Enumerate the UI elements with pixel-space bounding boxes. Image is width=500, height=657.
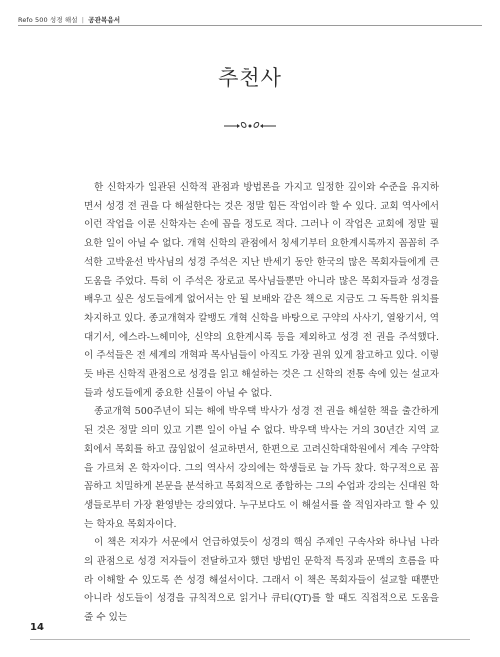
paragraph-2: 종교개혁 500주년이 되는 해에 박우택 박사가 성경 전 권을 해설한 책을 출간하게 된 것은 정말 의미 있고 기쁜 일이 아닐 수 없다. 박우택 박사는 거의 30년간 지역 교회에서 목회를 하고 끊임없이 설교하면서, 한편으로 고려신학대학원에서 계속 구약학을 가르쳐 온 학자이다. 그의 역사서 강의에는 학생들로 늘 가득 찼다. 학구적으로 꼼꼼하고 치밀하게 본문을 분석하고 목회적으로 종합하는 그의 수업과 강의는 신대원 학생들로부터 가장 환영받는 강의였다. 누구보다도 이 해설서를 쓸 적임자라고 할 수 있는 학자요 목회자이다. — [84, 406, 439, 530]
running-head-separator: | — [81, 16, 85, 24]
book-title: Refo 500 성경 해설 — [18, 16, 78, 24]
chapter-title: 추천사 — [218, 66, 282, 90]
page-number: 14 — [30, 622, 44, 633]
series-name: 공관복음서 — [88, 16, 121, 24]
header-rule — [18, 25, 482, 26]
decorative-flourish-icon — [0, 119, 500, 133]
footer-rule — [30, 639, 470, 640]
paragraph-3: 이 책은 저자가 서문에서 언급하였듯이 성경의 핵심 주제인 구속사와 하나님 나라의 관점으로 성경 저자들이 전달하고자 했던 방법인 문학적 특징과 문맥의 흐름을 따라 이해할 수 있도록 쓴 성경 해설서이다. 그래서 이 책은 목회자들이 설교할 때뿐만 아니라 성도들이 성경을 규칙적으로 읽거나 큐티(QT)를 할 때도 직접적으로 도움을 줄 수 있는 — [84, 537, 439, 624]
body-text — [84, 179, 439, 628]
paragraph-1: 한 신학자가 일관된 신학적 관점과 방법론을 가지고 일정한 깊이와 수준을 유지하면서 성경 전 권을 다 해설한다는 것은 정말 힘든 작업이라 할 수 있다. 교회 역사에서 이런 작업을 이룬 신학자는 손에 꼽을 정도로 적다. 그러나 이 작업은 교회에 정말 필요한 일이 아닐 수 없다. 개혁 신학의 관점에서 칭세기부터 요한계시록까지 꼼꼼히 주석한 고박윤선 박사님의 성경 주석은 지난 반세기 동안 한국의 많은 목회자들에게 큰 도움을 주었다. 특히 이 주석은 장로교 목사님들뿐만 아니라 많은 목회자들과 성경을 배우고 싶은 성도들에게 없어서는 안 될 보배와 같은 책으로 지금도 그 독특한 위치를 차지하고 있다. 종교개혁자 칼뱅도 개혁 신학을 바탕으로 구약의 사사기, 열왕기서, 역대기서, 에스라-느헤미야, 신약의 요한계시록 등을 제외하고 성경 전 권을 주석했다. 이 주석들은 전 세계의 개혁파 목사님들이 아직도 가장 권위 있게 참고하고 있다. 이렇듯 바른 신학적 관점으로 성경을 읽고 해설하는 것은 그 신학의 전통 속에 있는 설교자들과 성도들에게 중요한 신물이 아닐 수 없다. — [84, 182, 439, 399]
running-head — [18, 15, 120, 24]
